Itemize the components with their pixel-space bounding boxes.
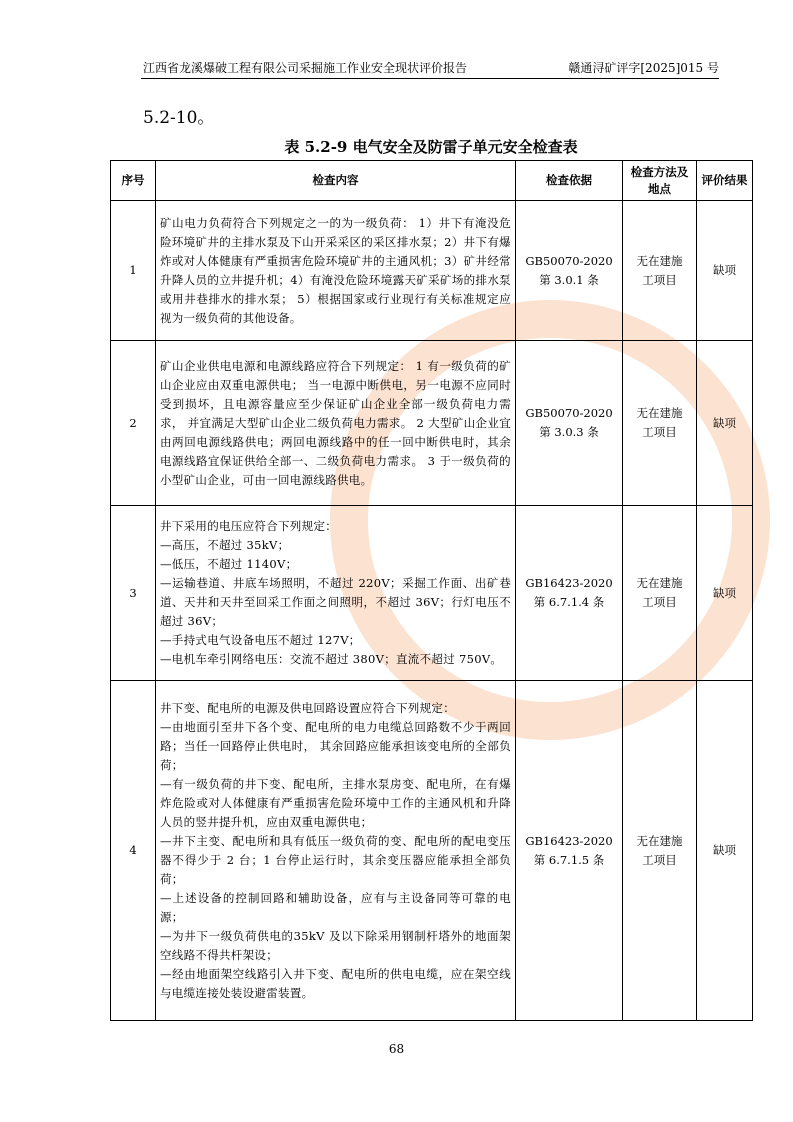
content-line: 矿山电力负荷符合下列规定之一的为一级负荷： 1）井下有淹没危险环境矿井的主排水泵及下山开采采区的采区排水泵；2）井下有爆炸或对人体健康有严重损害危险环境矿井的主通风机；3）矿井经常升降人员的立井提升机；4）有淹没危险环境露天矿采矿场的排水泵或用井巷排水的排水泵； 5）根据国家或行业现行有关标准规定应视为一级负荷的其他设备。	[160, 215, 511, 325]
content-line: —电机车牵引网络电压：交流不超过 380V；直流不超过 750V。	[160, 652, 503, 666]
check-basis	[516, 681, 623, 1021]
method-line: 无在建施	[636, 253, 683, 268]
evaluation-result: 缺项	[697, 681, 753, 1021]
method-line: 无在建施	[636, 576, 683, 590]
check-basis	[516, 341, 623, 506]
table-row	[111, 341, 753, 506]
content-line: —井下主变、配电所和具有低压一级负荷的变、配电所的配电变压器不得少于 2 台；1 台停止运行时，其余变压器应能承担全部负荷；	[160, 833, 511, 886]
check-method	[623, 341, 697, 506]
content-line: —有一级负荷的井下变、配电所，主排水泵房变、配电所，在有爆炸危险或对人体健康有严重损害危险环境中工作的主通风机和升降人员的竖井提升机，应由双重电源供电；	[160, 776, 511, 829]
basis-line: GB16423-2020	[525, 576, 613, 590]
check-method	[623, 681, 697, 1021]
check-content	[156, 506, 516, 681]
content-line: —高压，不超过 35kV；	[160, 538, 290, 552]
row-number: 1	[111, 201, 156, 341]
basis-line: 第 6.7.1.4 条	[533, 595, 605, 609]
page-number: 68	[388, 1042, 405, 1056]
method-line: 工项目	[642, 425, 677, 439]
check-basis	[516, 201, 623, 341]
basis-line: GB50070-2020	[525, 406, 613, 420]
row-number: 4	[111, 681, 156, 1021]
check-content	[156, 201, 516, 341]
content-line: 井下采用的电压应符合下列规定：	[160, 519, 337, 533]
page-header	[141, 60, 719, 79]
basis-line: GB16423-2020	[525, 833, 613, 848]
header-content: 检查内容	[156, 161, 516, 201]
method-line: 工项目	[642, 595, 677, 609]
row-number: 2	[111, 341, 156, 506]
method-line: 工项目	[642, 852, 677, 867]
header-no: 序号	[111, 161, 156, 201]
check-basis	[516, 506, 623, 681]
method-line: 工项目	[642, 272, 677, 287]
content-line: —经由地面架空线路引入井下变、配电所的供电电缆，应在架空线与电缆连接处装设避雷装置。	[160, 966, 511, 1000]
evaluation-result: 缺项	[697, 201, 753, 341]
check-content	[156, 681, 516, 1021]
table-caption: 表 5.2-9 电气安全及防雷子单元安全检查表	[284, 138, 578, 156]
header-report-title: 江西省龙溪爆破工程有限公司采掘施工作业安全现状评价报告	[143, 61, 468, 75]
content-line: 井下变、配电所的电源及供电回路设置应符合下列规定：	[160, 700, 455, 715]
header-result: 评价结果	[697, 161, 753, 201]
inspection-table	[110, 160, 753, 1021]
basis-line: 第 3.0.3 条	[539, 425, 599, 439]
method-line: 无在建施	[636, 406, 683, 420]
content-line: —为井下一级负荷供电的35kV 及以下除采用钢制杆塔外的地面架空线路不得共杆架设；	[160, 928, 511, 962]
evaluation-result: 缺项	[697, 341, 753, 506]
basis-line: GB50070-2020	[525, 253, 613, 268]
content-line: 矿山企业供电电源和电源线路应符合下列规定： 1 有一级负荷的矿山企业应由双重电源供电； 当一电源中断供电，另一电源不应同时受到损坏，且电源容量应至少保证矿山企业全部一级负荷电力需求， 并宜满足大型矿山企业二级负荷电力需求。 2 大型矿山企业宜由两回电源线路供电；两回电源线路中的任一回中断供电时，其余电源线路宜保证供给全部一、二级负荷电力需求。 3 于一级负荷的小型矿山企业，可由一回电源线路供电。	[160, 358, 511, 487]
table-header-row	[111, 161, 753, 201]
header-basis: 检查依据	[516, 161, 623, 201]
table-row	[111, 506, 753, 681]
check-content	[156, 341, 516, 506]
content-line: —上述设备的控制回路和辅助设备，应有与主设备同等可靠的电源；	[160, 890, 511, 924]
table-row	[111, 201, 753, 341]
content-line: —由地面引至井下各个变、配电所的电力电缆总回路数不少于两回路；当任一回路停止供电时， 其余回路应能承担该变电所的全部负荷；	[160, 719, 511, 772]
table-row	[111, 681, 753, 1021]
header-method: 检查方法及地点	[623, 161, 697, 201]
content-line: —手持式电气设备电压不超过 127V；	[160, 633, 361, 647]
evaluation-result: 缺项	[697, 506, 753, 681]
check-method	[623, 201, 697, 341]
header-report-number: 赣通浔矿评字[2025]015 号	[568, 61, 719, 75]
basis-line: 第 6.7.1.5 条	[533, 852, 605, 867]
content-line: —运输巷道、井底车场照明，不超过 220V；采掘工作面、出矿巷道、天井和天井至回采工作面之间照明，不超过 36V；行灯电压不超过 36V；	[160, 576, 511, 628]
section-reference: 5.2-10。	[143, 108, 215, 128]
method-line: 无在建施	[636, 833, 683, 848]
content-line: —低压，不超过 1140V；	[160, 557, 298, 571]
basis-line: 第 3.0.1 条	[539, 272, 599, 287]
row-number: 3	[111, 506, 156, 681]
check-method	[623, 506, 697, 681]
